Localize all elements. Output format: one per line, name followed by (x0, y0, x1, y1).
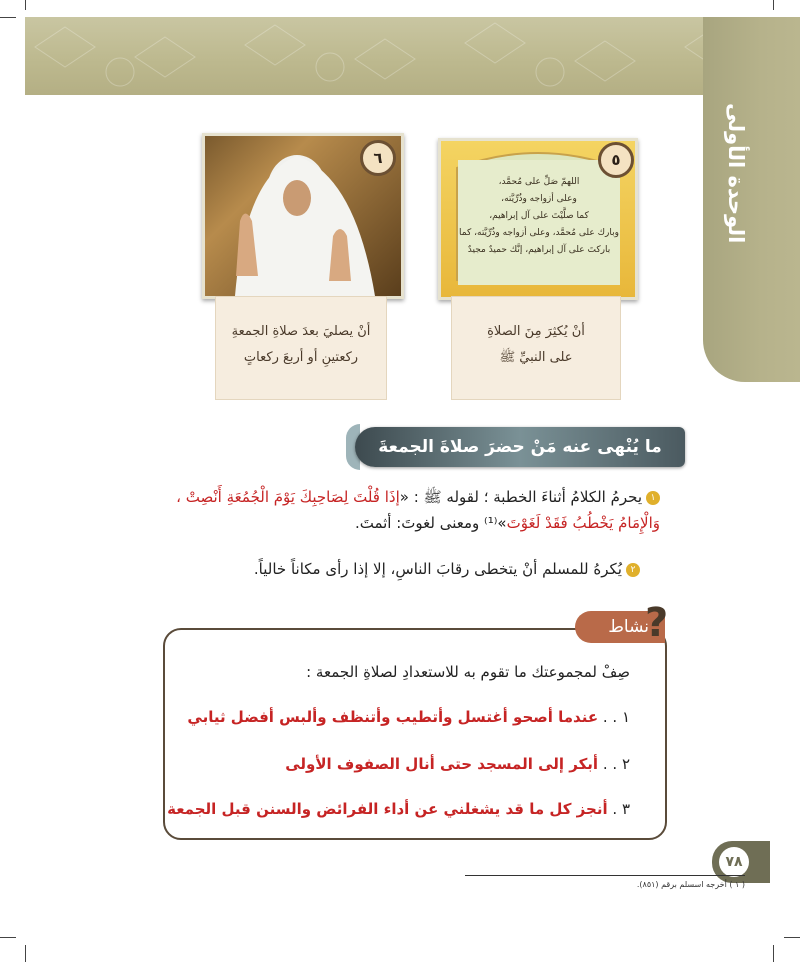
unit-title: الوحدة الأولى (724, 102, 748, 244)
crop-mark (25, 0, 26, 10)
prayer-line: كما صلَّيْتَ على آل إبراهيم، (489, 211, 589, 221)
crop-mark (25, 945, 26, 962)
activity-item-1 (187, 708, 630, 726)
crop-mark (773, 945, 774, 962)
activity-label: نشاط (575, 611, 665, 643)
card-number-badge: ٦ (360, 140, 396, 176)
item-number: ٢ . . (602, 755, 630, 773)
crop-mark (773, 0, 774, 10)
card-caption (215, 296, 387, 400)
point-bullet: ٢ (626, 563, 640, 577)
card-number-badge: ٥ (598, 142, 634, 178)
prayer-line: اللهمّ صَلِّ على مُحمَّد، (498, 177, 580, 187)
crop-mark (784, 937, 800, 938)
point-text: يحرمُ الكلامُ أثناءَ الخطبة ؛ لقوله ﷺ : « (399, 488, 642, 506)
item-answer: عندما أصحو أغتسل وأتطيب وأتنظف وألبس أفضل ثيابي (187, 708, 599, 726)
item-number: ٣ . (612, 800, 630, 818)
card-caption (451, 296, 621, 400)
caption-line: ركعتينِ أو أربعَ ركعاتٍ (243, 350, 359, 365)
item-answer: أبكر إلى المسجد حتى أنال الصفوف الأولى (285, 755, 599, 773)
caption-line: أنْ يُكثِرَ مِنَ الصلاةِ (487, 324, 585, 339)
point-2 (254, 560, 640, 578)
point-text: يُكرهُ للمسلم أنْ يتخطى رقابَ الناسِ، إلا إذا رأى مكاناً خالياً. (253, 560, 622, 578)
header-pattern (25, 17, 800, 95)
point-1-line-1 (176, 488, 660, 510)
footnote: ( ١ ) أخرجه اسسلم برقم (٨٥١). (636, 880, 745, 889)
crop-mark (0, 937, 16, 938)
point-text: »⁽¹⁾ ومعنى لغوتَ: أثمتَ. (354, 514, 507, 532)
header-band (25, 17, 800, 95)
activity-item-2 (285, 755, 630, 773)
hadith-quote: إذَا قُلْتَ لِصَاحِبِكَ يَوْمَ الْجُمُعَةِ أَنْصِتْ ، (176, 488, 400, 506)
page-number: ٧٨ (719, 847, 749, 877)
point-bullet: ١ (646, 491, 660, 505)
prayer-text (458, 160, 620, 285)
item-number: ١ . . (602, 708, 630, 726)
prayer-line: وعلى أزواجه وذُرِّيَّته، (501, 194, 577, 204)
item-answer: أنجز كل ما قد يشغلني عن أداء الفرائض والسنن قبل الجمعة (167, 800, 608, 818)
caption-line: أنْ يصليَ بعدَ صلاةِ الجمعةِ (231, 324, 371, 339)
prayer-line: وبارك على مُحمَّد، وعلى أزواجه وذُرِّيَّته، كما (459, 228, 619, 238)
caption-line: على النبيِّ ﷺ (499, 350, 573, 365)
section-title: ما يُنْهى عنه مَنْ حضرَ صلاةَ الجمعةَ (355, 427, 685, 467)
point-1-line-2 (355, 514, 660, 532)
prayer-line: باركتَ على آل إبراهيم، إنَّك حميدٌ مجيدٌ (467, 245, 611, 255)
question-mark-icon: ? (645, 600, 669, 646)
crop-mark (0, 17, 16, 18)
footnote-rule (465, 875, 745, 876)
activity-item-3 (167, 800, 630, 818)
activity-prompt: صِفْ لمجموعتك ما تقوم به للاستعدادِ لصلاةِ الجمعة : (306, 663, 630, 681)
hadith-quote: وَالْإِمَامُ يَخْطُبُ فَقَدْ لَغَوْتَ (506, 514, 660, 532)
